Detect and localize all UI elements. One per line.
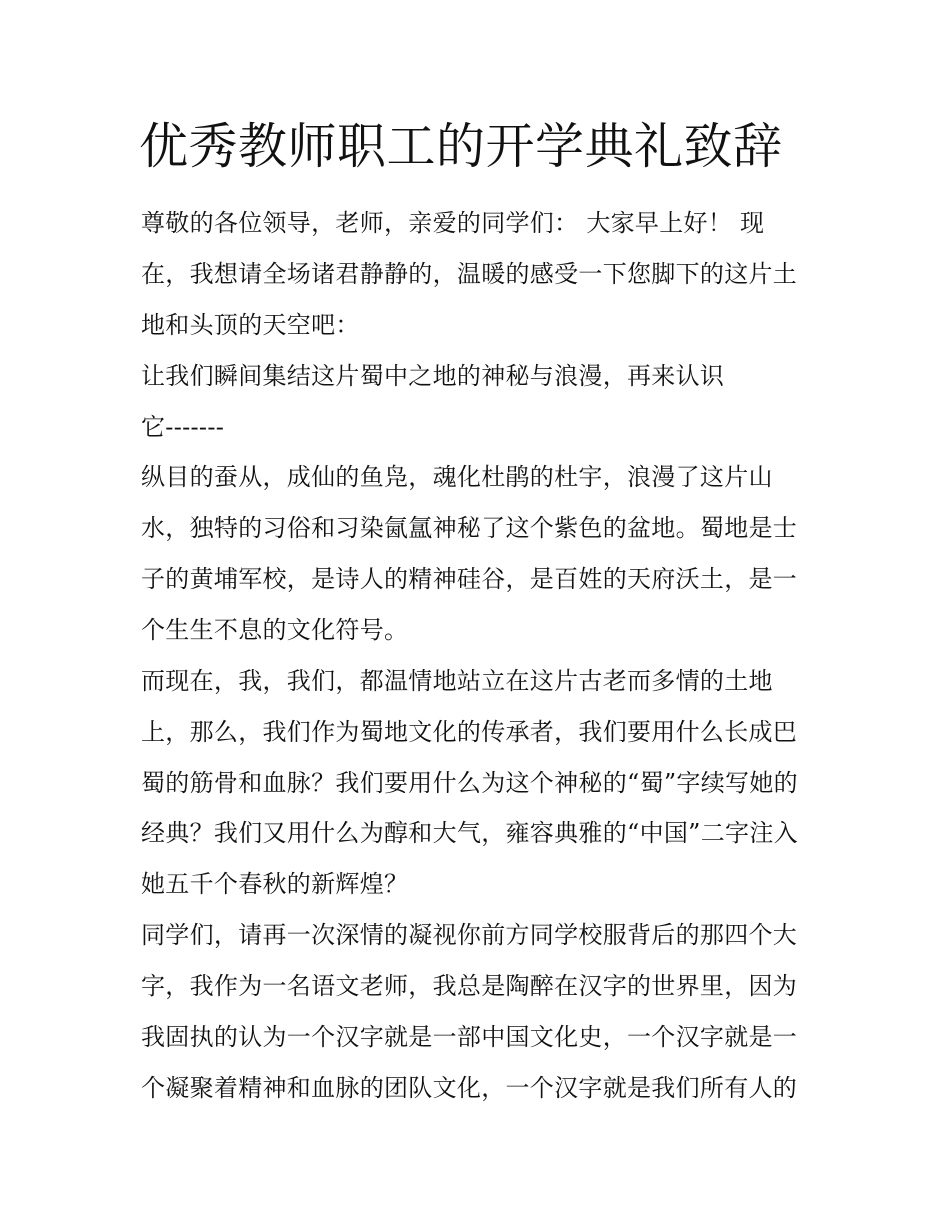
text-line: 水，独特的习俗和习染氤氲神秘了这个紫色的盆地。蜀地是士	[141, 514, 798, 542]
text-line: 上，那么，我们作为蜀地文化的传承者，我们要用什么长成巴	[141, 718, 798, 746]
document-title: 优秀教师职工的开学典礼致辞	[139, 118, 783, 175]
text-line: 我固执的认为一个汉字就是一部中国文化史，一个汉字就是一	[141, 1023, 798, 1051]
text-line: 个生生不息的文化符号。	[141, 616, 409, 644]
text-line: 在，我想请全场诸君静静的，温暖的感受一下您脚下的这片土	[141, 260, 798, 288]
text-line: 而现在，我，我们，都温情地站立在这片古老而多情的土地	[141, 667, 773, 695]
text-line: 子的黄埔军校，是诗人的精神硅谷，是百姓的天府沃土，是一	[141, 565, 798, 593]
text-line: 个凝聚着精神和血脉的团队文化，一个汉字就是我们所有人的	[141, 1074, 798, 1102]
text-line: 她五千个春秋的新辉煌？	[141, 870, 409, 898]
text-line: 地和头顶的天空吧：	[141, 311, 360, 339]
text-line: 同学们，请再一次深情的凝视你前方同学校服背后的那四个大	[141, 921, 798, 949]
text-line: 经典？我们又用什么为醇和大气，雍容典雅的“中国”二字注入	[141, 819, 798, 847]
text-line: 它-------	[141, 413, 225, 441]
text-line: 让我们瞬间集结这片蜀中之地的神秘与浪漫，再来认识	[141, 362, 725, 390]
text-line: 尊敬的各位领导，老师，亲爱的同学们： 大家早上好！ 现	[141, 209, 765, 237]
text-line: 蜀的筋骨和血脉？我们要用什么为这个神秘的“蜀”字续写她的	[141, 769, 798, 797]
text-line: 纵目的蚕从，成仙的鱼凫，魂化杜鹃的杜宇，浪漫了这片山	[141, 463, 773, 491]
text-line: 字，我作为一名语文老师，我总是陶醉在汉字的世界里，因为	[141, 972, 798, 1000]
